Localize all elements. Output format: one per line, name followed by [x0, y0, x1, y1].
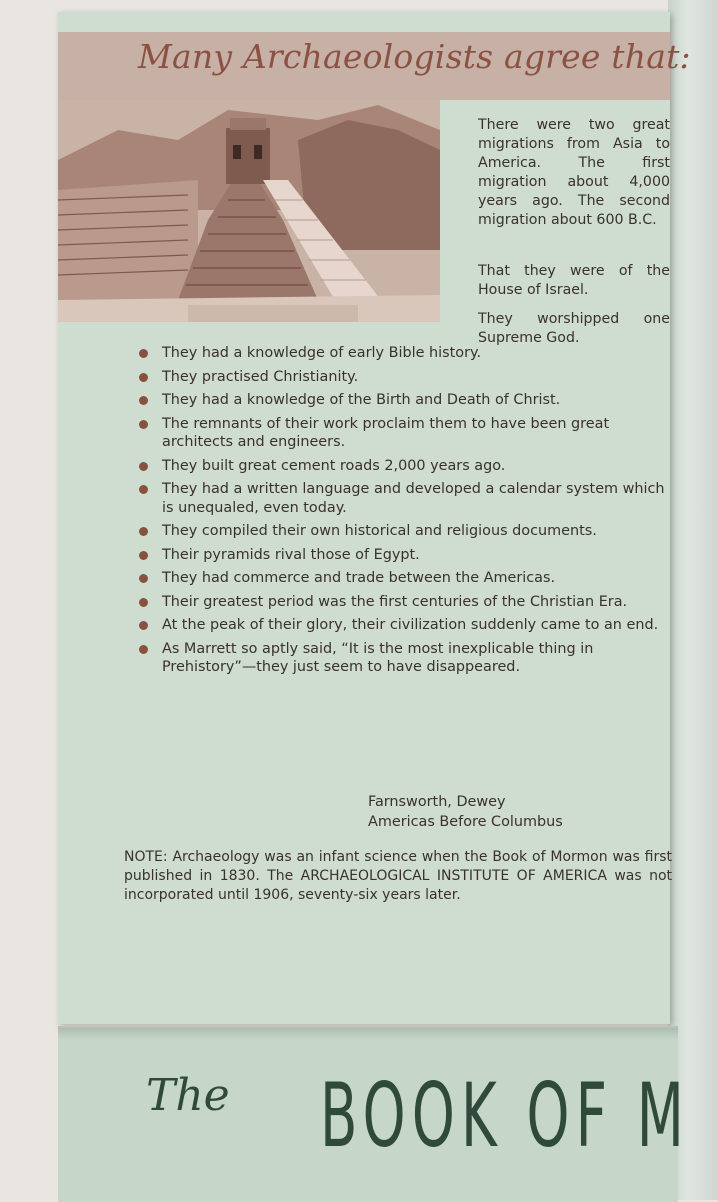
- bullet-text: The remnants of their work proclaim them to have been great architects and engineers.: [162, 415, 610, 450]
- attribution-work: Americas Before Columbus: [368, 814, 563, 830]
- page-title: Many Archaeologists agree that:: [138, 37, 691, 76]
- intro-text-3: They worshipped one Supreme God.: [478, 311, 670, 346]
- note-paragraph: NOTE: Archaeology was an infant science when the Book of Mormon was first published in 1830. The ARCHAEOLOGICAL INSTITUTE OF AMERICA was not incorporated until 1906, seventy-six years later.: [124, 849, 672, 903]
- attribution: [368, 792, 563, 832]
- bullet-list: [162, 344, 670, 677]
- bullet-text: They had a knowledge of the Birth and Death of Christ.: [162, 392, 561, 408]
- bullet-icon: [139, 462, 148, 471]
- bullet-text: They practised Christianity.: [162, 368, 359, 385]
- bullet-icon: [139, 574, 148, 583]
- bullet-icon: [139, 621, 148, 630]
- list-item: [162, 546, 670, 565]
- list-item: [162, 480, 670, 517]
- list-item: [162, 368, 670, 387]
- bullet-icon: [139, 396, 148, 405]
- bullet-icon: [139, 527, 148, 536]
- bullet-text: Their greatest period was the first centuries of the Christian Era.: [162, 593, 628, 610]
- bullet-icon: [139, 551, 148, 560]
- bullet-icon: [139, 485, 148, 494]
- list-item: [162, 344, 670, 363]
- bullet-icon: [139, 420, 148, 429]
- intro-paragraph-2: [478, 262, 670, 300]
- intro-text-2: That they were of the House of Israel.: [478, 263, 670, 298]
- cover-page: [58, 1026, 691, 1202]
- attribution-author: Farnsworth, Dewey: [368, 794, 506, 810]
- cover-shadow: [58, 1028, 678, 1040]
- cover-title: BOOK OF M: [320, 1064, 691, 1167]
- list-item: [162, 616, 670, 635]
- intro-paragraph-1: [478, 116, 670, 230]
- bullet-text: They had a written language and developed a calendar system which is unequaled, even today.: [162, 481, 665, 516]
- bullet-text: At the peak of their glory, their civilization suddenly came to an end.: [162, 617, 659, 633]
- list-item: [162, 415, 670, 452]
- list-item: [162, 391, 670, 410]
- bullet-icon: [139, 373, 148, 382]
- list-item: [162, 593, 670, 612]
- bullet-icon: [139, 645, 148, 654]
- cover-script-word: The: [146, 1070, 230, 1121]
- bullet-text: They had commerce and trade between the Americas.: [162, 570, 556, 586]
- bullet-icon: [139, 598, 148, 607]
- list-item: [162, 640, 670, 677]
- bullet-text: Their pyramids rival those of Egypt.: [162, 546, 420, 563]
- bullet-text: They had a knowledge of early Bible history.: [162, 345, 482, 361]
- intro-text-1: There were two great migrations from Asia to America. The first migration about 4,000 years ago. The second migration about 600 B.C.: [478, 117, 670, 228]
- list-item: [162, 457, 670, 476]
- list-item: [162, 522, 670, 541]
- bullet-text: They built great cement roads 2,000 years ago.: [162, 457, 506, 474]
- intro-paragraph-3: [478, 310, 670, 348]
- background-edge: [668, 0, 718, 1200]
- pyramid-photo: [58, 100, 440, 322]
- bullet-text: They compiled their own historical and religious documents.: [162, 523, 597, 539]
- bullet-text: As Marrett so aptly said, “It is the most inexplicable thing in Prehistory”—they just seem to have disappeared.: [162, 640, 594, 675]
- bullet-icon: [139, 349, 148, 358]
- list-item: [162, 569, 670, 588]
